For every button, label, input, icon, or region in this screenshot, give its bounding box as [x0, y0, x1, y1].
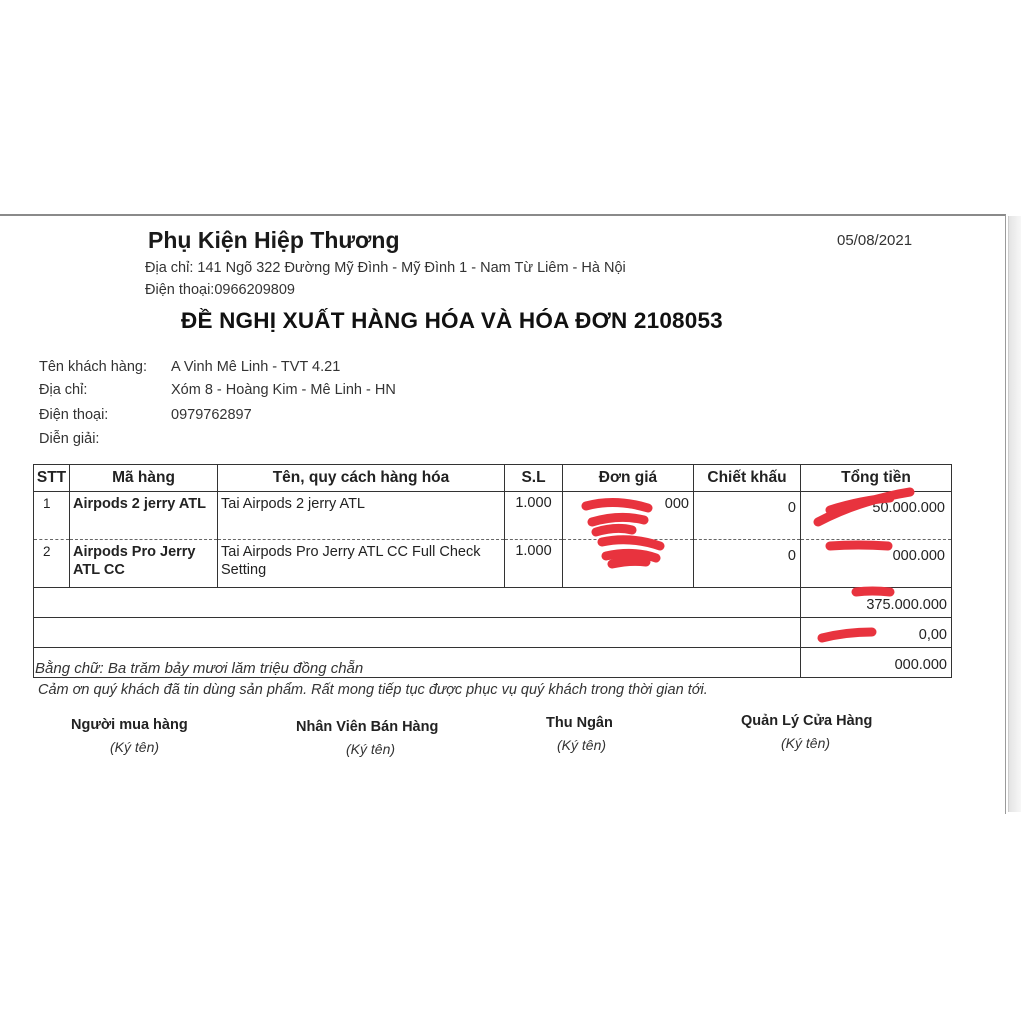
shop-address: Địa chỉ: 141 Ngõ 322 Đường Mỹ Đình - Mỹ Đình 1 - Nam Từ Liêm - Hà Nội — [145, 260, 626, 276]
row-qty: 1.000 — [505, 540, 563, 588]
header-name: Tên, quy cách hàng hóa — [218, 465, 505, 492]
subtotal-label-cell — [34, 588, 801, 618]
header-discount: Chiết khấu — [694, 465, 801, 492]
row-qty: 1.000 — [505, 492, 563, 540]
customer-name-value: A Vinh Mê Linh - TVT 4.21 — [171, 359, 341, 375]
subtotal-value: 375.000.000 — [801, 588, 952, 618]
customer-address-value: Xóm 8 - Hoàng Kim - Mê Linh - HN — [171, 382, 396, 398]
document-title: ĐỀ NGHỊ XUẤT HÀNG HÓA VÀ HÓA ĐƠN 2108053 — [181, 308, 723, 333]
signature-buyer-sub: (Ký tên) — [110, 739, 160, 755]
discount-label-cell — [34, 618, 801, 648]
header-code: Mã hàng — [70, 465, 218, 492]
signature-cashier-title: Thu Ngân — [546, 715, 613, 731]
invoice-date: 05/08/2021 — [837, 232, 913, 249]
row-discount: 0 — [694, 540, 801, 588]
items-table — [33, 464, 952, 678]
customer-address-label: Địa chỉ: — [39, 382, 88, 398]
thank-you-note: Cảm ơn quý khách đã tin dùng sản phẩm. Rất mong tiếp tục được phục vụ quý khách trong thời gian tới. — [38, 682, 708, 698]
shop-phone: Điện thoại:0966209809 — [145, 282, 295, 298]
discount-value: 0,00 — [801, 618, 952, 648]
customer-name-label: Tên khách hàng: — [39, 359, 148, 375]
subtotal-row — [34, 588, 952, 618]
grand-total-value: 000.000 — [801, 648, 952, 678]
table-header-row — [34, 465, 952, 492]
header-qty: S.L — [505, 465, 563, 492]
amount-in-words: Bằng chữ: Ba trăm bảy mươi lăm triệu đồng chẵn — [35, 660, 364, 677]
row-name: Tai Airpods Pro Jerry ATL CC Full Check Setting — [218, 540, 505, 588]
signature-manager-title: Quản Lý Cửa Hàng — [741, 713, 873, 729]
header-stt: STT — [34, 465, 70, 492]
row-name: Tai Airpods 2 jerry ATL — [218, 492, 505, 540]
row-code: Airpods Pro Jerry ATL CC — [70, 540, 218, 588]
header-price: Đơn giá — [563, 465, 694, 492]
row-stt: 2 — [34, 540, 70, 588]
row-price — [563, 540, 694, 588]
table-row — [34, 492, 952, 540]
table-row — [34, 540, 952, 588]
signature-seller-title: Nhân Viên Bán Hàng — [296, 719, 439, 735]
signature-buyer-title: Người mua hàng — [71, 717, 188, 733]
shop-name: Phụ Kiện Hiệp Thương — [148, 227, 400, 253]
row-code: Airpods 2 jerry ATL — [70, 492, 218, 540]
row-total: 000.000 — [801, 540, 952, 588]
row-price: 000 — [563, 492, 694, 540]
discount-row — [34, 618, 952, 648]
customer-note-label: Diễn giải: — [39, 431, 100, 447]
customer-phone-label: Điện thoại: — [39, 407, 109, 423]
row-discount: 0 — [694, 492, 801, 540]
row-stt: 1 — [34, 492, 70, 540]
row-total: 50.000.000 — [801, 492, 952, 540]
signature-seller-sub: (Ký tên) — [346, 741, 396, 757]
customer-phone-value: 0979762897 — [171, 407, 252, 423]
sheet-edge-shadow — [1008, 216, 1021, 812]
header-total: Tổng tiền — [801, 465, 952, 492]
signature-cashier-sub: (Ký tên) — [557, 737, 607, 753]
signature-manager-sub: (Ký tên) — [781, 735, 831, 751]
